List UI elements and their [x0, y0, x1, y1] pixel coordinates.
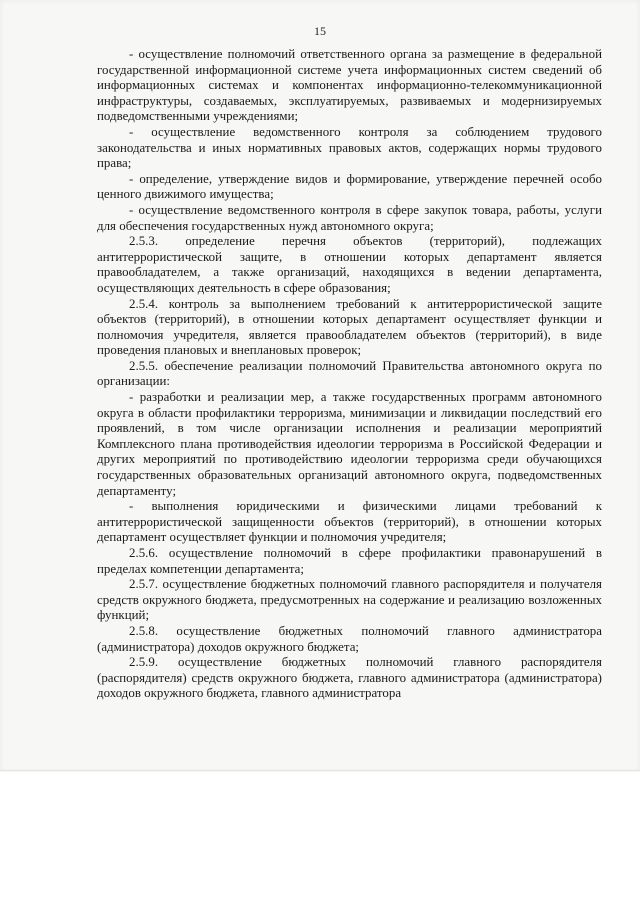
paragraph-bullet-labor-control: - осуществление ведомственного контроля за соблюдением трудового законодательства и иных нормативных правовых актов, содержащих нормы трудового права; [97, 124, 602, 171]
paragraph-2-5-3: 2.5.3. определение перечня объектов (территорий), подлежащих антитеррористической защите, в отношении которых департамент является правообладателем, а также организаций, находящихся в ведении департамента, осуществляющих деятельность в сфере образования; [97, 234, 602, 295]
paragraph-2-5-6: 2.5.6. осуществление полномочий в сфере профилактики правонарушений в пределах компетенции департамента; [97, 546, 602, 576]
paragraph-2-5-5: 2.5.5. обеспечение реализации полномочий Правительства автономного округа по организации: [97, 358, 602, 389]
paragraph-2-5-9: 2.5.9. осуществление бюджетных полномочий главного распорядителя (распорядителя) средств окружного бюджета, главного администратора (администратора) доходов окружного бюджета, главного администратора [97, 655, 602, 701]
paragraph-bullet-terrorism-prevention: - разработки и реализации мер, а также государственных программ автономного округа в области профилактики терроризма, минимизации и ликвидации последствий его проявлений, в том числе организации исполнения и реализации мероприятий Комплексного плана противодействия идеологии терроризма в Российской Федерации и других мероприятий по противодействию идеологии терроризма среди обучающихся государственных образовательных организаций автономного округа, подведомственных департаменту; [97, 390, 602, 498]
paragraph-bullet-registry: - осуществление полномочий ответственного органа за размещение в федеральной государственной информационной системе учета информационных систем сведений об информационных системах и компонентах информационно-телекоммуникационной инфраструктуры, создаваемых, эксплуатируемых, развиваемых и модернизируемых подведомственными учреждениями; [97, 47, 602, 124]
paragraph-bullet-antiterror-requirements: - выполнения юридическими и физическими лицами требований к антитеррористической защищенности объектов (территорий), в отношении которых департамент осуществляет функции и полномочия учредителя; [97, 499, 602, 545]
paragraph-2-5-8: 2.5.8. осуществление бюджетных полномочий главного администратора (администратора) доходов окружного бюджета; [97, 623, 602, 654]
scan-bottom-edge [0, 770, 640, 772]
paragraph-2-5-7: 2.5.7. осуществление бюджетных полномочий главного распорядителя и получателя средств окружного бюджета, предусмотренных на содержание и реализацию возложенных функций; [97, 577, 602, 623]
page-number: 15 [314, 24, 326, 38]
paragraph-bullet-property: - определение, утверждение видов и формирование, утверждение перечней особо ценного движимого имущества; [97, 171, 602, 202]
document-body [97, 47, 602, 702]
paragraph-bullet-procurement: - осуществление ведомственного контроля в сфере закупок товара, работы, услуги для обеспечения государственных нужд автономного округа; [97, 202, 602, 233]
paragraph-2-5-4: 2.5.4. контроль за выполнением требований к антитеррористической защите объектов (территорий), в отношении которых департамент осуществляет функции и полномочия учредителя, является правообладателем объектов (территорий), в виде проведения плановых и внеплановых проверок; [97, 296, 602, 358]
